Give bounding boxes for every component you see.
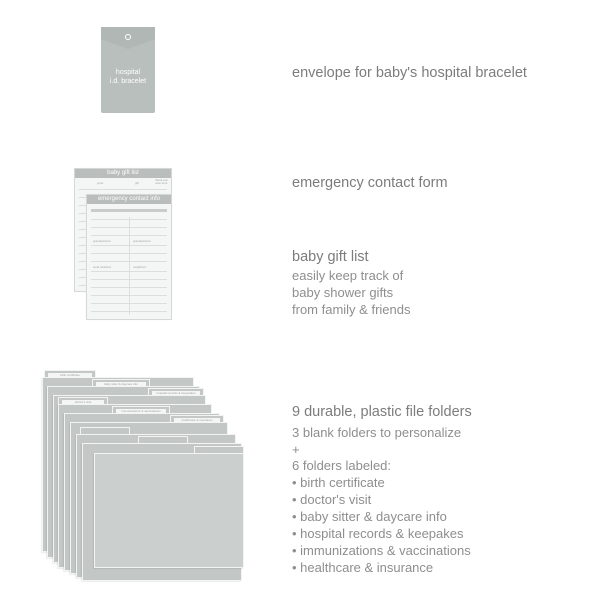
emergency-section-label: grandparents [93, 239, 111, 243]
gift-list-column-label: thank you note sent [155, 178, 169, 185]
emergency-form-header: emergency contact info [87, 195, 171, 204]
envelope-caption: envelope for baby's hospital bracelet [292, 65, 527, 81]
emergency-section-label: grandparents [133, 239, 151, 243]
emergency-section-label: neighbors [133, 265, 147, 269]
gift-list-description-line: from family & friends [292, 302, 411, 317]
emergency-section-label: local relatives [93, 265, 112, 269]
folder-list-item: • birth certificate [292, 474, 385, 492]
folder-tab-label: baby sitter & daycare info [96, 382, 146, 386]
folder-tab-label: birth certificate [48, 373, 92, 377]
folders-title: 9 durable, plastic file folders [292, 404, 472, 420]
gift-list-title: baby gift list [292, 249, 369, 265]
folder-tab-label: immunizations & vaccinations [116, 409, 166, 413]
emergency-form-caption: emergency contact form [292, 175, 448, 191]
folders-labeled-line: 6 folders labeled: [292, 458, 392, 473]
folder-tab-label: hospital records & keepsakes [152, 391, 200, 395]
folder-list-item: • healthcare & insurance [292, 559, 433, 577]
gift-list-form-header: baby gift list [75, 169, 171, 178]
folder-list-item: • doctor's visit [292, 491, 371, 509]
gift-list-column-label: giver [97, 181, 104, 185]
folder-tab-label: doctor's visit [62, 400, 104, 404]
gift-list-column-label: gift [135, 181, 140, 185]
folder-tab-label: healthcare & insurance [174, 418, 220, 422]
folders-blank-line: 3 blank folders to personalize [292, 425, 462, 440]
gift-list-description-line: easily keep track of [292, 268, 404, 283]
envelope-label-line: i.d. bracelet [109, 78, 147, 85]
envelope-label-line: hospital [115, 69, 141, 76]
folder-list-item: • baby sitter & daycare info [292, 508, 447, 526]
folder-list-item: • immunizations & vaccinations [292, 542, 471, 560]
gift-list-description-line: baby shower gifts [292, 285, 394, 300]
folders-plus: + [292, 442, 300, 457]
blank-file-folder [94, 453, 244, 568]
folder-list-item: • hospital records & keepakes [292, 525, 463, 543]
